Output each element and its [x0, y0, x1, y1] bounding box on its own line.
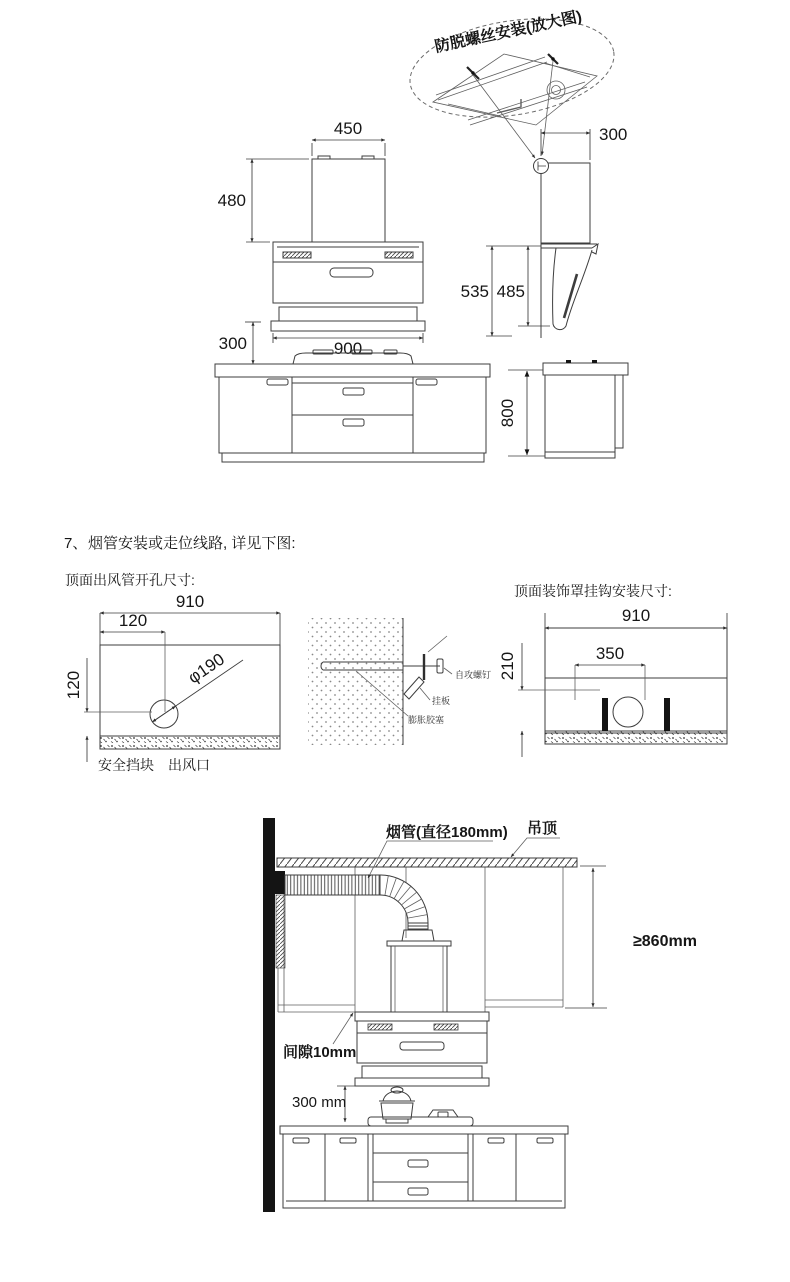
flexible-duct: [285, 875, 434, 941]
ceiling-label-group: [511, 819, 560, 857]
wall-section: [308, 618, 403, 745]
vent-grille-left: [283, 252, 311, 258]
dim-485-label: 485: [496, 282, 525, 301]
vent-grille-right: [385, 252, 413, 258]
callout-title: 防脱螺丝安装(放大图): [433, 8, 584, 56]
screw-leader: [444, 668, 452, 674]
anti-loosening-screws: [467, 54, 558, 79]
dim-535-485: [461, 246, 550, 336]
wall-hatch-column: [276, 895, 285, 968]
callout-leader-2: [542, 61, 553, 155]
dim-300mm: [292, 1086, 360, 1122]
dim-300mm-label: 300 mm: [292, 1094, 347, 1111]
dim-860-label: ≥860mm: [633, 933, 697, 950]
dim-450: [312, 119, 385, 156]
hood-in-niche: [355, 941, 489, 1086]
duct-label-group: [368, 823, 508, 878]
dim-480-label: 480: [217, 191, 246, 210]
ceiling-label: 吊顶: [527, 820, 558, 837]
counter-front-view: [215, 350, 490, 462]
pot-on-cooktop: [368, 1087, 473, 1126]
dim-535-label: 535: [460, 282, 489, 301]
hook-dim-350: [575, 644, 645, 700]
hood-front-view: [218, 119, 425, 364]
plug-label: 膨胀胶塞: [408, 715, 445, 725]
gap-label: 间隙10mm: [283, 1044, 357, 1061]
hanging-plate: [404, 677, 424, 699]
hook-install-diagram: [498, 583, 727, 757]
dim-900: [273, 333, 423, 358]
cutout-wall-strip: [100, 736, 280, 749]
hook-dim-350-label: 350: [595, 644, 625, 663]
hook-panel: [545, 628, 727, 733]
dim-450-label: 450: [333, 119, 363, 138]
hood-vent-right: [434, 1024, 458, 1030]
suspended-ceiling: [277, 858, 577, 867]
hood-vent-left: [368, 1024, 392, 1030]
dim-800: [498, 370, 545, 456]
hook-wall-strip: [545, 731, 727, 744]
plate-leader: [420, 688, 430, 700]
cutout-dim-120-top: [100, 611, 165, 712]
dim-800-label: 800: [498, 398, 517, 428]
duct-cutout-diagram: [64, 572, 280, 773]
plate-label: 挂板: [432, 696, 451, 706]
screw-detail-callout: [403, 5, 621, 158]
safety-block-label: 安全挡块: [98, 757, 154, 773]
dim-min-860: [565, 866, 697, 1008]
cutout-title: 顶面出风管开孔尺寸:: [65, 572, 195, 588]
cutout-dim-120-top-label: 120: [118, 611, 148, 630]
dim-300-depth-label: 300: [599, 125, 628, 144]
install-side-diagram: [263, 818, 697, 1212]
hook-right: [664, 698, 670, 731]
dim-300-depth: [541, 125, 627, 160]
hook-left: [602, 698, 608, 731]
cutout-dim-dia190: [152, 650, 243, 722]
hood-side-view: [461, 125, 628, 338]
counter-side-view: [498, 360, 628, 458]
dim-300-gap: [219, 322, 261, 364]
dim-300-gap-label: 300: [218, 334, 247, 353]
cutout-dia-label: φ190: [184, 649, 228, 688]
cutout-panel: [100, 645, 280, 736]
gap-label-group: [283, 1013, 356, 1061]
base-counter: [280, 1126, 568, 1208]
hook-dim-910: [545, 606, 727, 628]
hook-dim-910-label: 910: [621, 606, 651, 625]
hood-bottom-isometric: [433, 54, 597, 125]
hook-hole: [613, 697, 643, 727]
wall-duct-entry: [275, 871, 285, 894]
cutout-dim-120-left-label: 120: [64, 670, 83, 700]
dim-900-label: 900: [333, 339, 363, 358]
wall-bar: [263, 818, 275, 1212]
dim-480: [218, 159, 309, 242]
hood-handle: [330, 268, 373, 277]
section7-number: 7、: [64, 535, 88, 552]
self-tapping-screw: [403, 636, 447, 680]
wall-mount-detail: [308, 618, 491, 745]
screw-label: 自攻螺钉: [455, 670, 492, 680]
duct-label: 烟管(直径180mm): [386, 824, 508, 841]
section7-text: 烟管安装或走位线路, 详见下图:: [88, 535, 296, 552]
section7-heading: [64, 534, 296, 552]
callout-leader-1: [473, 75, 535, 158]
hook-title: 顶面装饰罩挂钩安装尺寸:: [514, 583, 672, 599]
air-outlet-label: 出风口: [168, 757, 210, 773]
hood-handle-bottom: [400, 1042, 444, 1050]
cutout-dim-910-label: 910: [175, 592, 205, 611]
hook-dim-210-label: 210: [498, 651, 517, 681]
